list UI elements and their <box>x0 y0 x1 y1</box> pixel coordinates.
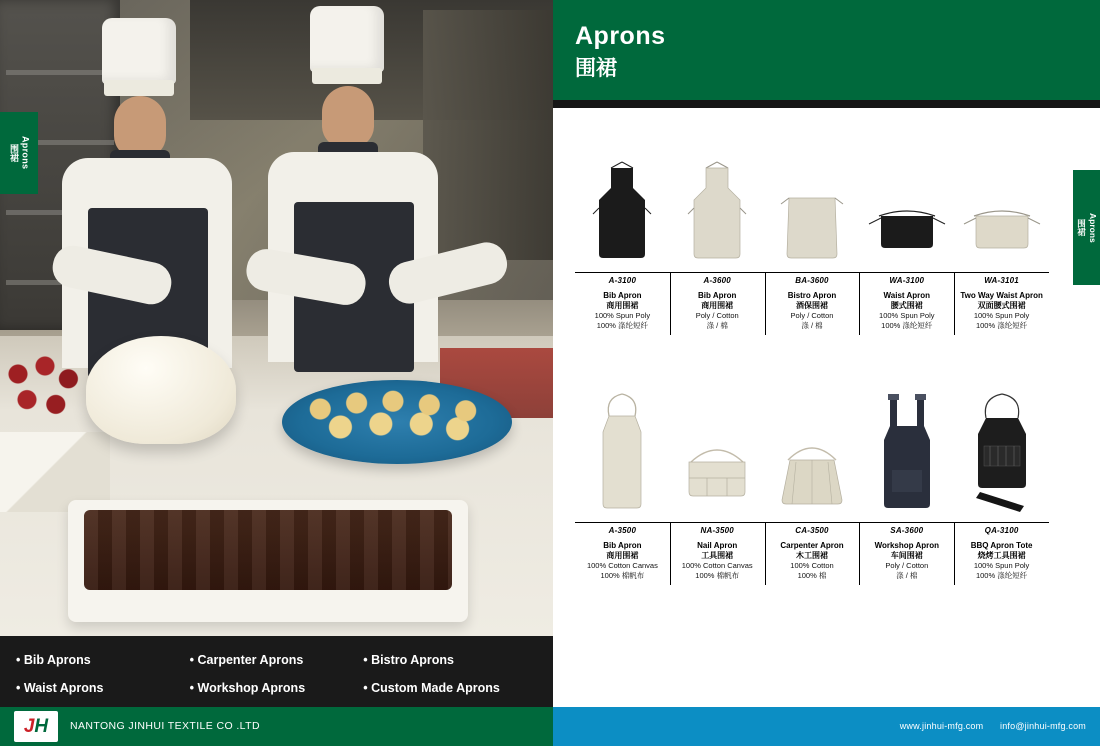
right-section-tab <box>1073 170 1100 285</box>
product-name-en: Workshop Apron <box>874 541 940 550</box>
bullet-item: • Carpenter Aprons <box>190 646 364 674</box>
product-caption <box>859 273 954 331</box>
row-2-labels <box>575 523 1049 581</box>
bullet-item: • Custom Made Aprons <box>363 674 537 702</box>
product-card[interactable] <box>575 148 670 268</box>
photo-blue-plate <box>282 380 512 464</box>
product-name-cn: 商用围裙 <box>606 301 639 310</box>
product-card[interactable] <box>765 148 860 268</box>
jinhui-logo <box>14 711 58 742</box>
product-image-workshop-apron <box>859 398 954 518</box>
product-name-cn: 腰式围裙 <box>890 301 923 310</box>
kitchen-photo <box>0 0 553 636</box>
product-caption <box>954 523 1049 581</box>
photo-chocolate-cake <box>84 510 452 590</box>
product-name-cn: 车间围裙 <box>890 551 923 560</box>
product-spec-en: 100% Spun Poly <box>594 311 651 320</box>
product-name-en: Nail Apron <box>697 541 738 550</box>
bullet-column-3 <box>363 646 537 702</box>
product-caption <box>859 523 954 581</box>
bullet-column-2 <box>190 646 364 702</box>
product-name-en: BBQ Apron Tote <box>970 541 1033 550</box>
product-code: QA-3100 <box>984 526 1019 535</box>
logo-letter-j: J <box>23 715 35 737</box>
left-section-tab <box>0 112 38 194</box>
product-row-2 <box>575 398 1049 581</box>
product-card[interactable] <box>670 398 765 518</box>
product-code: A-3500 <box>608 526 637 535</box>
product-name-cn: 烧烤工具围裙 <box>977 551 1026 560</box>
product-image-bib-canvas <box>575 398 670 518</box>
bullet-item: • Bib Aprons <box>16 646 190 674</box>
left-section-tab-cn: 围裙 <box>9 143 19 163</box>
product-name-en: Two Way Waist Apron <box>960 291 1043 300</box>
product-code: WA-3101 <box>984 276 1019 285</box>
product-card[interactable] <box>575 398 670 518</box>
product-grid <box>553 108 1073 698</box>
product-card[interactable] <box>765 398 860 518</box>
product-spec-en: 100% Spun Poly <box>879 311 935 320</box>
product-image-bib-light <box>670 148 765 268</box>
product-image-carpenter-apron <box>765 398 860 518</box>
product-name-cn: 双面腰式围裙 <box>977 301 1026 310</box>
row-rule <box>575 272 1049 273</box>
product-card[interactable] <box>670 148 765 268</box>
product-code: CA-3500 <box>795 526 829 535</box>
footer-contact-bar <box>553 707 1100 746</box>
product-spec-cn: 100% 涤纶短纤 <box>975 321 1028 330</box>
photo-berries <box>0 350 90 430</box>
product-row-1 <box>575 148 1049 331</box>
contact-info <box>886 721 1086 731</box>
product-name-en: Bib Apron <box>603 291 642 300</box>
bullet-item: • Workshop Aprons <box>190 674 364 702</box>
row-rule <box>575 522 1049 523</box>
header-black-bar <box>553 100 1100 108</box>
feature-bullets <box>0 636 553 707</box>
product-name-en: Waist Apron <box>883 291 931 300</box>
product-caption <box>670 523 765 581</box>
photo-cream-cake <box>86 336 236 444</box>
left-section-tab-en: Aprons <box>20 136 31 170</box>
product-spec-en: 100% Cotton Canvas <box>681 561 753 570</box>
product-spec-cn: 涤 / 棉 <box>706 321 728 330</box>
email-link[interactable]: info@jinhui-mfg.com <box>1000 721 1086 731</box>
product-image-nail-apron <box>670 398 765 518</box>
product-name-cn: 商用围裙 <box>701 301 734 310</box>
section-header <box>553 0 1100 100</box>
footer-brand-bar <box>0 707 553 746</box>
product-spec-en: 100% Spun Poly <box>973 561 1030 570</box>
product-spec-cn: 100% 涤纶短纤 <box>975 571 1028 580</box>
product-name-en: Bistro Apron <box>787 291 837 300</box>
product-image-bistro <box>765 148 860 268</box>
product-spec-cn: 100% 涤纶短纤 <box>881 321 933 330</box>
bullet-item: • Bistro Aprons <box>363 646 537 674</box>
product-name-en: Bib Apron <box>603 541 642 550</box>
product-card[interactable] <box>954 148 1049 268</box>
product-card[interactable] <box>859 398 954 518</box>
product-code: A-3100 <box>608 276 637 285</box>
left-section-tab-text <box>7 136 30 169</box>
product-caption <box>670 273 765 331</box>
product-name-en: Bib Apron <box>698 291 737 300</box>
product-spec-cn: 100% 棉 <box>797 571 827 580</box>
row-1-labels <box>575 273 1049 331</box>
product-caption <box>954 273 1049 331</box>
page-title-en: Aprons <box>575 22 666 50</box>
product-caption <box>575 273 670 331</box>
product-name-cn: 酒保围裙 <box>795 301 828 310</box>
product-image-waist-light <box>954 148 1049 268</box>
product-spec-en: Poly / Cotton <box>695 311 739 320</box>
product-image-bib-dark <box>575 148 670 268</box>
product-card[interactable] <box>954 398 1049 518</box>
photo-rack <box>423 10 553 260</box>
product-image-waist-dark <box>859 148 954 268</box>
website-link[interactable]: www.jinhui-mfg.com <box>899 721 984 731</box>
product-code: NA-3500 <box>700 526 734 535</box>
product-caption <box>765 273 860 331</box>
product-caption <box>575 523 670 581</box>
product-card[interactable] <box>859 148 954 268</box>
logo-letter-h: H <box>34 715 49 737</box>
product-code: A-3600 <box>703 276 731 285</box>
product-spec-en: 100% Cotton <box>790 561 834 570</box>
product-name-cn: 商用围裙 <box>606 551 639 560</box>
product-spec-en: Poly / Cotton <box>790 311 834 320</box>
product-name-cn: 工具围裙 <box>701 551 734 560</box>
photo-flans <box>296 388 498 448</box>
photo-chocolate-tray <box>68 500 468 622</box>
product-spec-cn: 涤 / 棉 <box>801 321 823 330</box>
page-title-cn: 围裙 <box>575 57 617 80</box>
product-spec-cn: 涤 / 棉 <box>896 571 918 580</box>
company-name: NANTONG JINHUI TEXTILE CO .LTD <box>70 720 260 732</box>
product-code: BA-3600 <box>795 276 829 285</box>
product-name-en: Carpenter Apron <box>780 541 844 550</box>
product-spec-en: Poly / Cotton <box>885 561 929 570</box>
product-spec-en: 100% Spun Poly <box>973 311 1030 320</box>
right-section-tab-en: Aprons <box>1087 212 1098 243</box>
right-panel <box>553 0 1100 746</box>
product-spec-cn: 100% 涤纶短纤 <box>596 321 649 330</box>
page-footer <box>0 707 1100 746</box>
product-spec-cn: 100% 棉帆布 <box>695 571 740 580</box>
right-section-tab-text <box>1075 213 1098 243</box>
product-spec-en: 100% Cotton Canvas <box>586 561 658 570</box>
product-code: WA-3100 <box>889 276 925 285</box>
product-image-bbq-apron-tote <box>954 398 1049 518</box>
product-code: SA-3600 <box>890 526 924 535</box>
bullet-item: • Waist Aprons <box>16 674 190 702</box>
bullet-column-1 <box>16 646 190 702</box>
right-section-tab-cn: 围裙 <box>1076 219 1087 236</box>
product-name-cn: 木工围裙 <box>795 551 828 560</box>
product-caption <box>765 523 860 581</box>
product-spec-cn: 100% 棉帆布 <box>600 571 645 580</box>
